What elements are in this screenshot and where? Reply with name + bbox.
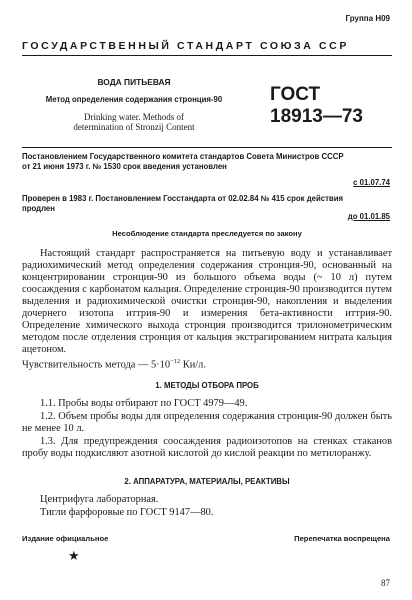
decree-line-2: от 21 июня 1973 г. № 1530 срок введения установлен [22,162,227,171]
group-code: Группа Н09 [345,14,390,23]
sensitivity-prefix: Чувствительность метода — 5·10 [22,359,171,371]
section-2-heading: 2. АППАРАТУРА, МАТЕРИАЛЫ, РЕАКТИВЫ [124,477,290,486]
section-1-item-2: 1.2. Объем пробы воды для определения содержания стронция-90 должен быть не менее 10 л. [22,411,392,434]
decree-line-1: Постановлением Государственного комитета стандартов Совета Министров СССР [22,152,344,161]
document-title: ВОДА ПИТЬЕВАЯ [97,77,171,87]
sensitivity-line [22,356,392,371]
section-1-item-1: 1.1. Пробы воды отбирают по ГОСТ 4979—49. [40,398,248,409]
effective-date: с 01.07.74 [353,178,390,187]
extension-date: до 01.01.85 [347,212,390,221]
section-1-item-3: 1.3. Для предупреждения соосаждения радиоизотопов на стенках стаканов пробу воды подкисляют азотной кислотой до кислой реакции по метилоранжу. [22,436,392,459]
decree-text [22,152,392,172]
banner-rule [22,55,392,56]
sensitivity-unit: Ки/л. [180,359,206,371]
english-title-line-1: Drinking water. Methods of [84,112,184,122]
gost-code: 18913—73 [270,106,363,127]
method-title: Метод определения содержания стронция-90 [45,95,223,104]
english-title [34,112,234,132]
legal-notice: Несоблюдение стандарта преследуется по закону [112,229,302,238]
gost-label: ГОСТ [270,84,321,105]
official-edition-label: Издание официальное [22,534,109,543]
english-title-line-2: determination of Stronzij Content [73,122,195,132]
page-number: 87 [381,578,390,588]
section-2-item-2: Тигли фарфоровые по ГОСТ 9147—80. [40,507,214,518]
revision-text: Проверен в 1983 г. Постановлением Госстандарта от 02.02.84 № 415 срок действия продлен [22,194,344,213]
state-standard-banner: ГОСУДАРСТВЕННЫЙ СТАНДАРТ СОЮЗА ССР [22,40,349,52]
reprint-prohibited-label: Перепечатка воспрещена [294,534,390,543]
section-2-item-1: Центрифуга лабораторная. [40,494,159,505]
intro-paragraph: Настоящий стандарт распространяется на питьевую воду и устанавливает радиохимический метод определения содержания стронция-90, основанный на концентрировании стронция-90 из большого объема воды (~ 10 л) путем соосаждения с карбонатом кальция. Определение стронция-90 производится путем выделения и радиохимической очистки стронция-90, накопления и выделения дочернего изотопа иттрия-90 и измерения бета-активности иттрия-90. Определение химического выхода стронция производится трилонометрическим методом после отделения стронция от кальция экстрагированием нитрата кальция ацетоном. [22,248,392,355]
star-icon: ★ [68,548,80,563]
sensitivity-exponent: −12 [170,358,181,365]
gost-number [270,84,363,128]
title-rule [22,147,392,148]
section-1-heading: 1. МЕТОДЫ ОТБОРА ПРОБ [155,381,259,390]
